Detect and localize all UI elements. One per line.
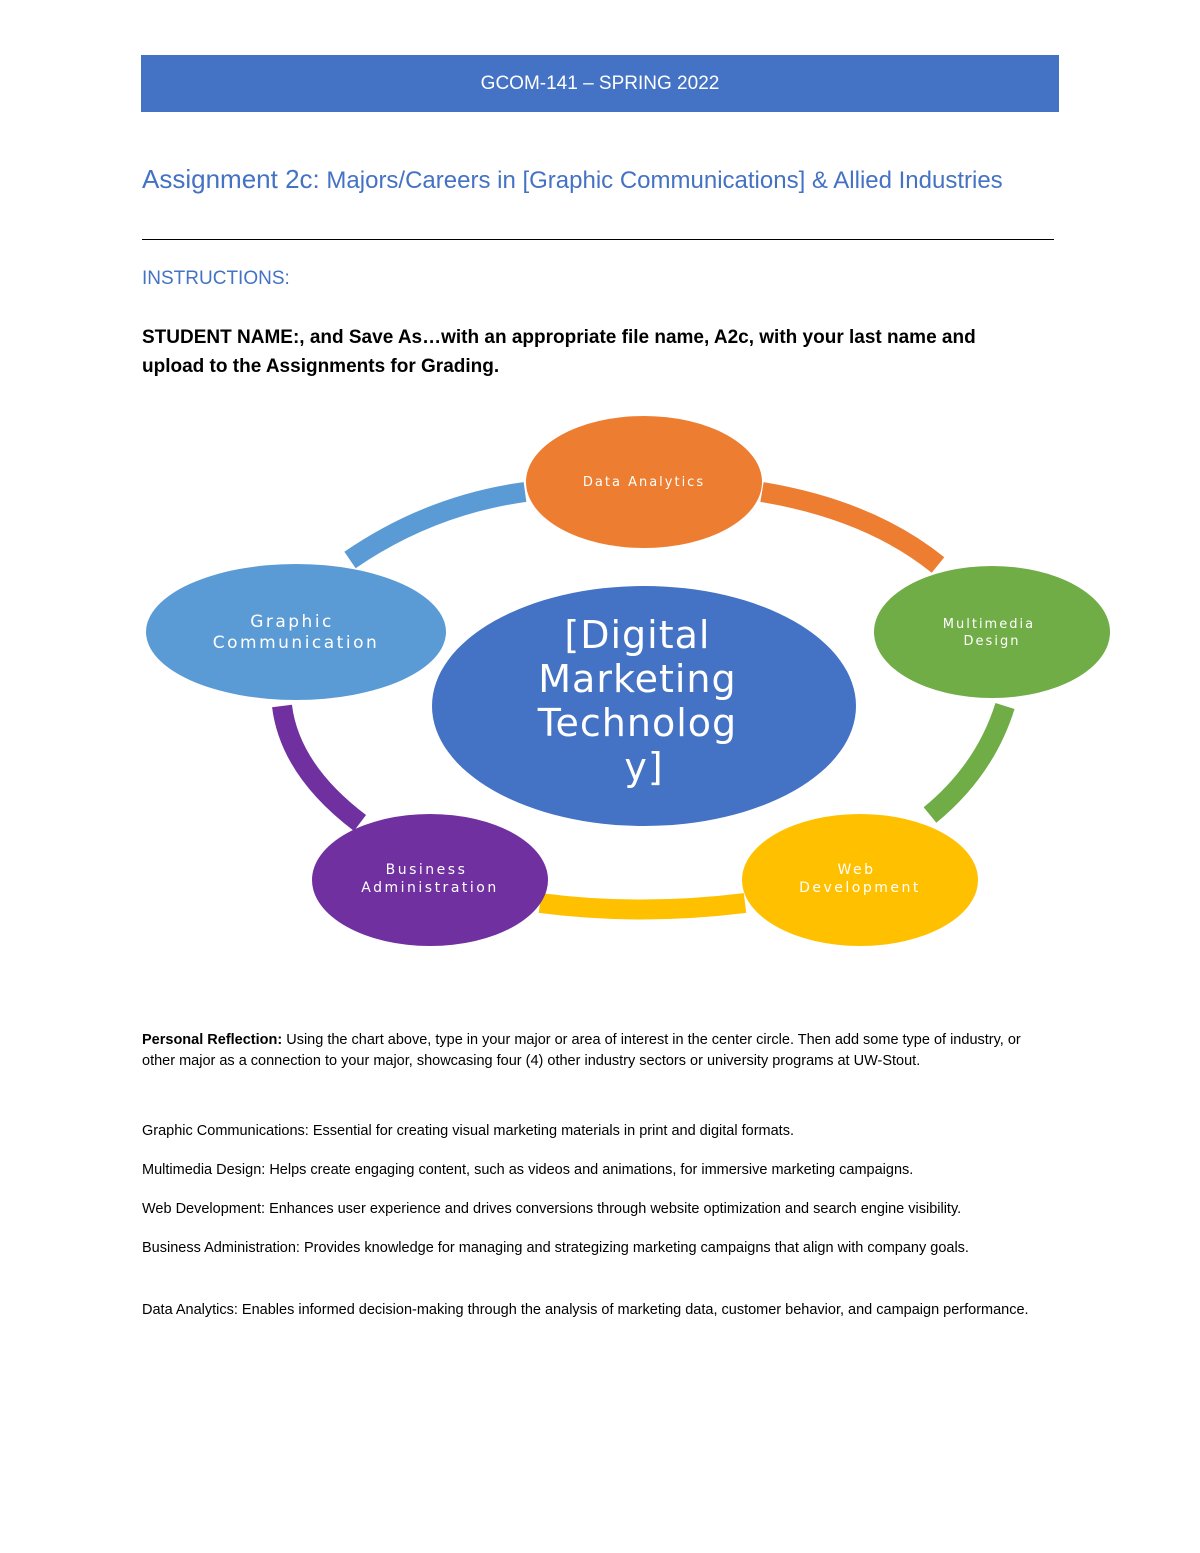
web-development-label-line-2: Development [799,880,921,896]
center-label-line-1: [Digital [564,613,711,657]
connector-graphic-to-data [350,492,525,560]
assignment-title-lead: Assignment 2c: [142,164,320,194]
personal-reflection [142,1030,1057,1072]
course-header: GCOM-141 – SPRING 2022 [480,72,720,94]
center-label-line-4: y] [624,745,664,789]
assignment-title-rest: Majors/Careers in [Graphic Communications] & Allied Industries [319,167,1003,194]
graphic-communication-label-line-2: Communication [212,633,380,653]
description-multimedia-design: Multimedia Design: Helps create engaging content, such as videos and animations, for immersive marketing campaigns. [142,1162,914,1178]
data-analytics-label-line-1: Data Analytics [582,475,706,490]
connector-business-to-graphic [282,706,360,823]
instructions-heading: INSTRUCTIONS: [142,268,290,289]
center-label-line-3: Technolog [537,701,738,745]
multimedia-design-label-line-2: Design [963,634,1021,649]
student-instructions: STUDENT NAME:, and Save As…with an appropriate file name, A2c, with your last name and upload to the Assignments for Grading. [142,327,976,377]
multimedia-design-label-line-1: Multimedia [942,617,1036,632]
connector-data-to-multimedia [762,492,938,565]
node-graphic-communication [146,564,446,700]
connector-multimedia-to-web [930,706,1005,815]
description-graphic-communications: Graphic Communications: Essential for creating visual marketing materials in print and digital formats. [142,1123,794,1139]
description-data-analytics: Data Analytics: Enables informed decision-making through the analysis of marketing data, customer behavior, and campaign performance. [142,1302,1029,1318]
personal-reflection-label: Personal Reflection: [142,1032,283,1048]
description-web-development: Web Development: Enhances user experience and drives conversions through website optimization and search engine visibility. [142,1201,962,1217]
center-label-line-2: Marketing [538,657,737,701]
connector-web-to-business [540,903,745,910]
business-administration-label-line-2: Administration [361,880,499,896]
web-development-label-line-1: Web [837,862,876,878]
data-analytics-label [583,475,705,490]
graphic-communication-label-line-1: Graphic [250,612,334,632]
personal-reflection-text: Using the chart above, type in your major or area of interest in the center circle. Then add some type of industry, or other major as a connection to your major, showcasing four (4) other industry sectors or university programs at UW-Stout. [142,1032,1021,1069]
business-administration-label-line-1: Business [385,862,468,878]
description-business-administration: Business Administration: Provides knowledge for managing and strategizing marketing campaigns that align with company goals. [142,1240,969,1256]
node-multimedia-design [874,566,1110,698]
